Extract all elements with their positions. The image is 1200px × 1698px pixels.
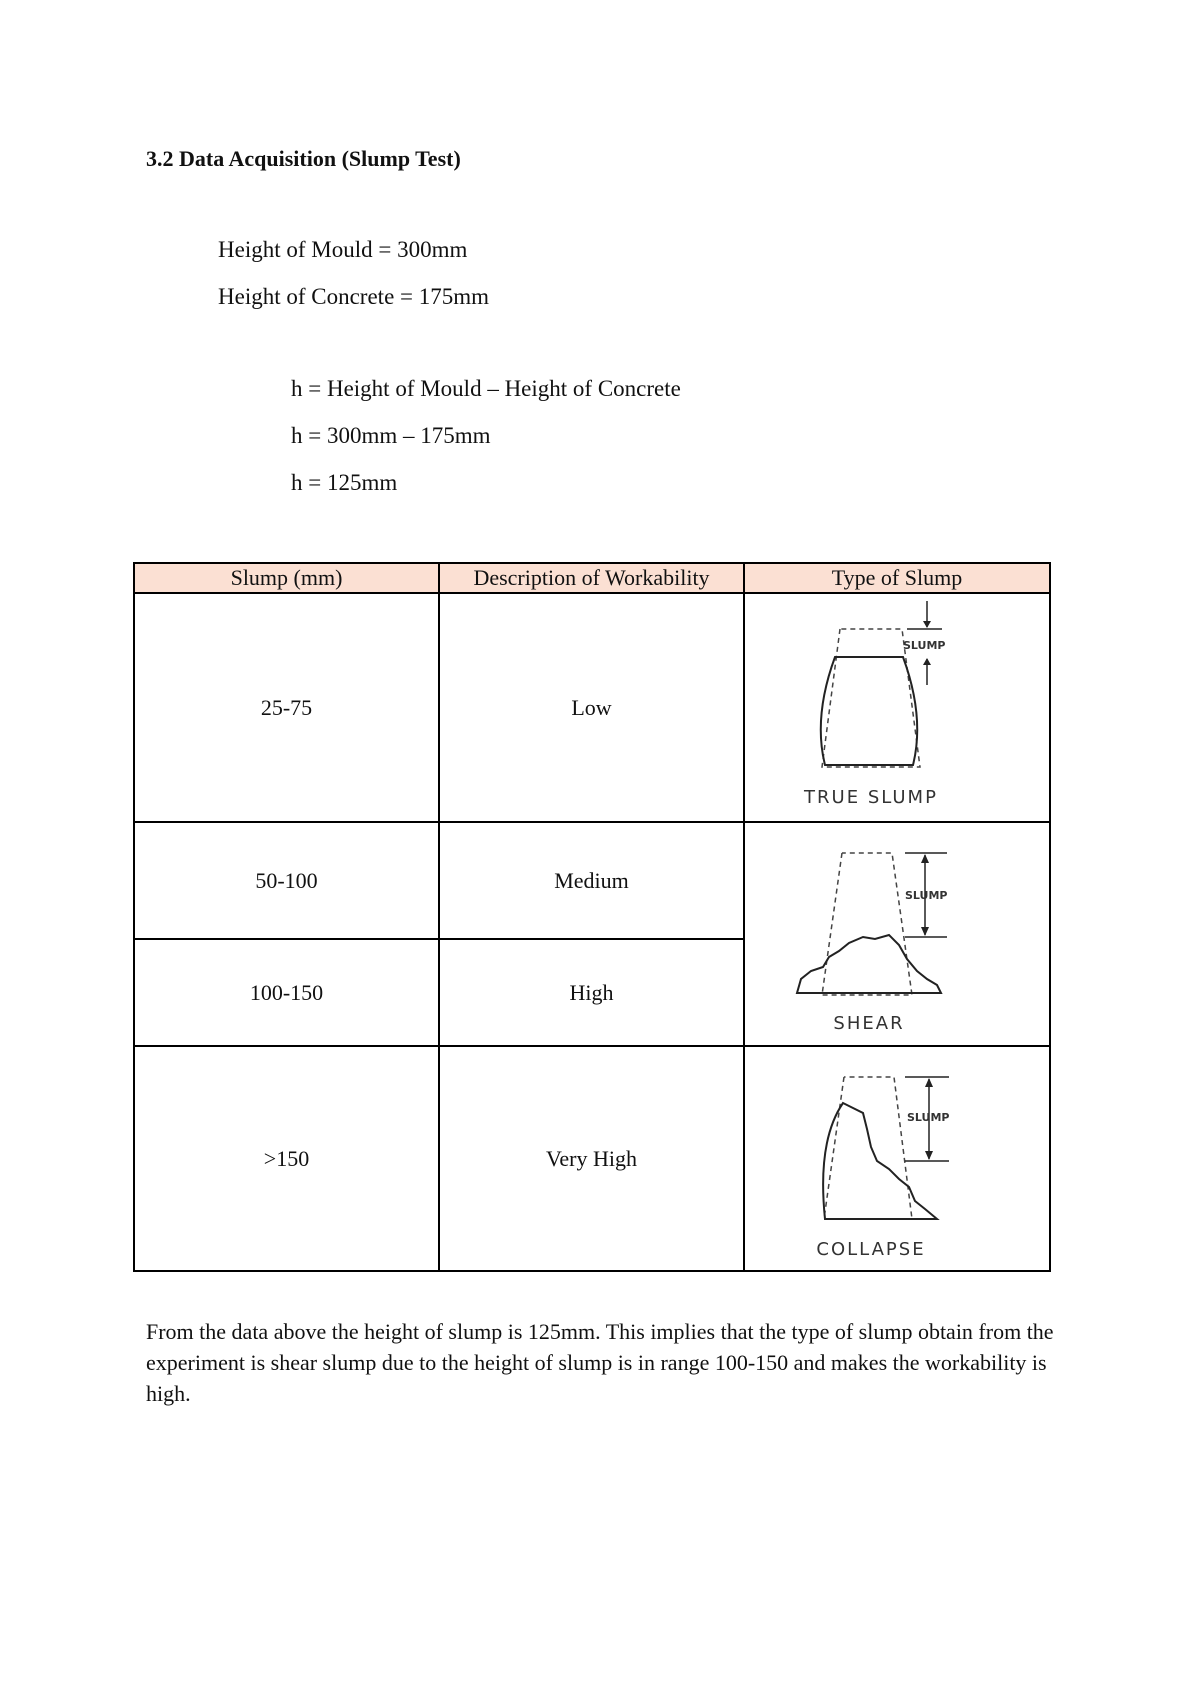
slump-value: 100-150 — [134, 939, 439, 1046]
true-slump-diagram — [777, 597, 1017, 819]
true-slump-caption: TRUE SLUMP — [804, 786, 938, 808]
equation-result: h = 125mm — [291, 470, 398, 495]
section-heading: 3.2 Data Acquisition (Slump Test) — [146, 146, 461, 171]
collapse-slump-figure — [744, 1046, 1050, 1271]
table-header-row — [134, 563, 1050, 593]
slump-value: 25-75 — [134, 593, 439, 822]
workability-value: Low — [439, 593, 744, 822]
table-row — [134, 822, 1050, 939]
slump-value: 50-100 — [134, 822, 439, 939]
table-row — [134, 1046, 1050, 1271]
shear-slump-figure — [744, 822, 1050, 1046]
shear-slump-caption: SHEAR — [833, 1013, 905, 1034]
workability-value: High — [439, 939, 744, 1046]
header-workability: Description of Workability — [439, 563, 744, 593]
true-slump-marker: SLUMP — [903, 638, 946, 652]
collapse-slump-marker: SLUMP — [907, 1110, 950, 1124]
slump-classification-table — [133, 562, 1051, 1272]
table-row — [134, 593, 1050, 822]
workability-value: Medium — [439, 822, 744, 939]
slump-value: >150 — [134, 1046, 439, 1271]
equation-formula: h = Height of Mould – Height of Concrete — [291, 376, 681, 401]
true-slump-figure — [744, 593, 1050, 822]
collapse-slump-diagram — [777, 1051, 1017, 1267]
height-of-mould: Height of Mould = 300mm — [218, 237, 468, 262]
header-slump: Slump (mm) — [134, 563, 439, 593]
height-of-concrete: Height of Concrete = 175mm — [218, 284, 490, 309]
shear-slump-diagram — [777, 825, 1017, 1043]
conclusion-paragraph: From the data above the height of slump is 125mm. This implies that the type of slump obtain from the experiment is shear slump due to the height of slump is in range 100-150 and makes the workability is high. — [146, 1319, 1054, 1406]
equation-substitution: h = 300mm – 175mm — [291, 423, 491, 448]
workability-value: Very High — [439, 1046, 744, 1271]
collapse-slump-caption: COLLAPSE — [816, 1238, 926, 1260]
shear-slump-marker: SLUMP — [905, 889, 948, 902]
header-type-of-slump: Type of Slump — [744, 563, 1050, 593]
